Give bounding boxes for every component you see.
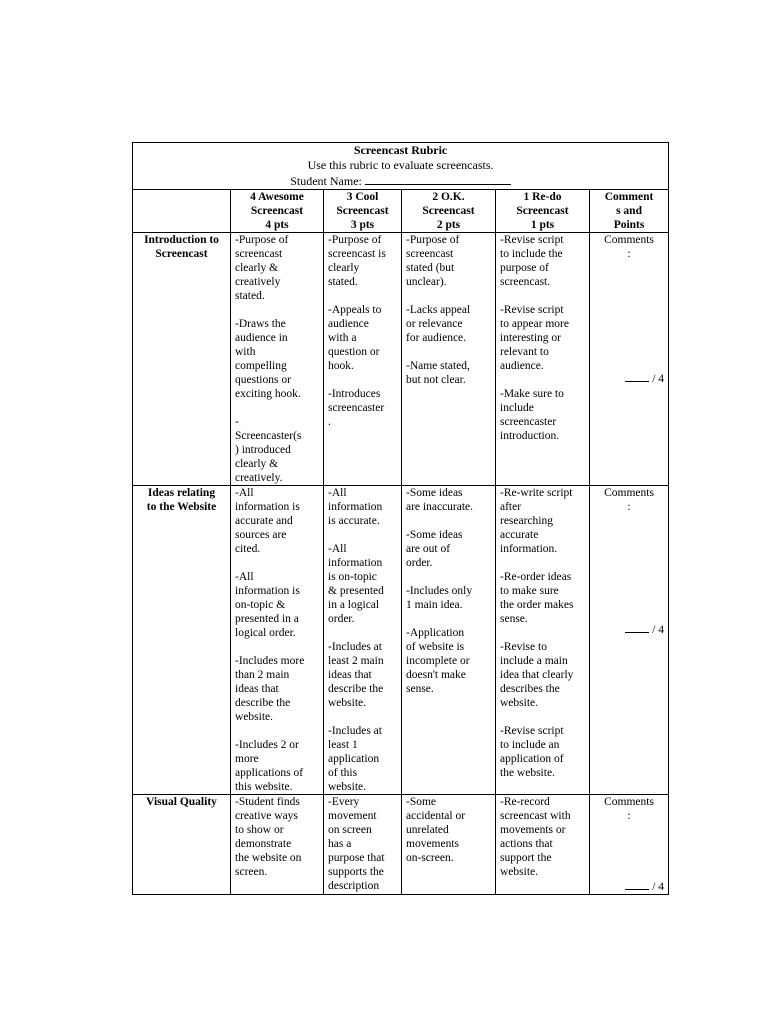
level-2-cell [402,795,496,895]
header-line: Comment [604,191,654,203]
level-3-cell [324,486,402,795]
cell-paragraph: -Re-write script after researching accurate information. [500,487,573,555]
header-line: 2 pts [436,219,461,231]
level-1-cell [496,486,590,795]
cell-paragraph: -Name stated, but not clear. [406,360,470,386]
header-line: 1 Re-do [523,191,562,203]
criterion-cell [133,233,231,486]
score-field [594,879,664,894]
criterion-line: Ideas relating [147,487,216,499]
cell-paragraph: -All information is on-topic & presented in a logical order. [235,571,300,639]
cell-paragraph: -Re-record screencast with movements or actions that support the website. [500,796,571,878]
title-cell [133,143,669,190]
cell-paragraph: -Includes at least 2 main ideas that describe the website. [328,641,384,709]
score-max: / 4 [652,373,665,385]
comments-label: Comments : [604,796,654,822]
level-2-cell [402,486,496,795]
header-line: Screencast [422,205,475,217]
criterion-line: to the Website [146,501,217,513]
header-awesome [231,190,324,233]
cell-paragraph: -Revise script to include an application of the website. [500,725,564,779]
student-name-line [137,173,664,189]
header-line: Screencast [250,205,304,217]
level-3-cell [324,795,402,895]
criterion-cell [133,795,231,895]
score-blank [625,622,649,633]
cell-paragraph: -Lacks appeal or relevance for audience. [406,304,471,344]
cell-paragraph: -Revise to include a main idea that clearly describes the website. [500,641,574,709]
comments-cell [590,486,669,795]
cell-paragraph: -Purpose of screencast stated (but unclear). [406,234,460,288]
cell-paragraph: - Screencaster(s ) introduced clearly & creatively. [235,416,302,484]
header-line: 1 pts [530,219,555,231]
cell-paragraph: -Make sure to include screencaster introduction. [500,388,564,442]
level-4-cell [231,233,324,486]
criterion-cell [133,486,231,795]
rubric-row-visual-quality [133,795,669,895]
comments-cell [590,795,669,895]
cell-paragraph: -Student finds creative ways to show or demonstrate the website on screen. [235,796,302,878]
cell-paragraph: -Some accidental or unrelated movements on-screen. [406,796,466,864]
header-comments-points [590,190,669,233]
level-4-cell [231,486,324,795]
criterion-line: Screencast [155,248,208,260]
cell-paragraph: -Includes more than 2 main ideas that describe the website. [235,655,305,723]
header-line: 4 pts [265,219,289,231]
level-4-cell [231,795,324,895]
header-line: Points [613,219,645,231]
cell-paragraph: -Revise script to include the purpose of screencast. [500,234,564,288]
header-line: Screencast [516,205,569,217]
cell-paragraph: -Some ideas are inaccurate. [406,487,474,513]
score-field [594,622,664,637]
score-field [594,371,664,386]
rubric-row-introduction [133,233,669,486]
level-1-cell [496,233,590,486]
cell-paragraph: -Draws the audience in with compelling questions or exciting hook. [235,318,301,400]
cell-paragraph: -Introduces screencaster . [328,388,385,428]
comments-cell [590,233,669,486]
cell-paragraph: -All information is accurate. [328,487,383,527]
score-max: / 4 [652,881,665,893]
header-ok [402,190,496,233]
cell-paragraph: -Some ideas are out of order. [406,529,463,569]
cell-paragraph: -Includes only 1 main idea. [406,585,473,611]
header-line: Screencast [336,205,389,217]
cell-paragraph: -Every movement on screen has a purpose that supports the description [328,796,385,892]
comments-label: Comments : [604,234,654,260]
level-2-cell [402,233,496,486]
header-line: 4 Awesome [250,191,304,203]
header-redo [496,190,590,233]
rubric-table [132,142,669,895]
score-blank [625,371,649,382]
header-line: 3 Cool [346,191,379,203]
header-line: 3 pts [350,219,375,231]
cell-paragraph: -Application of website is incomplete or doesn't make sense. [406,627,470,695]
cell-paragraph: -Includes at least 1 application of this website. [328,725,382,793]
score-blank [625,879,649,890]
header-cool [324,190,402,233]
comments-label: Comments : [604,487,654,513]
criterion-line: Introduction to [144,234,219,246]
student-name-label: Student Name: [290,174,362,188]
header-row [133,190,669,233]
cell-paragraph: -Purpose of screencast clearly & creatively stated. [235,234,289,302]
header-line: 2 O.K. [432,191,465,203]
score-max: / 4 [652,624,665,636]
criterion-line: Visual Quality [146,796,217,808]
title-row [133,143,669,190]
cell-paragraph: -Re-order ideas to make sure the order makes sense. [500,571,574,625]
cell-paragraph: -All information is on-topic & presented in a logical order. [328,543,384,625]
student-name-blank [365,173,511,185]
cell-paragraph: -Purpose of screencast is clearly stated. [328,234,386,288]
header-line: s and [616,205,642,217]
level-1-cell [496,795,590,895]
rubric-subtitle: Use this rubric to evaluate screencasts. [307,158,494,172]
rubric-row-ideas [133,486,669,795]
rubric-title: Screencast Rubric [353,143,448,157]
cell-paragraph: -All information is accurate and sources are cited. [235,487,300,555]
cell-paragraph: -Appeals to audience with a question or hook. [328,304,382,372]
level-3-cell [324,233,402,486]
cell-paragraph: -Revise script to appear more interesting or relevant to audience. [500,304,569,372]
cell-paragraph: -Includes 2 or more applications of this website. [235,739,304,793]
header-empty-cell [133,190,231,233]
